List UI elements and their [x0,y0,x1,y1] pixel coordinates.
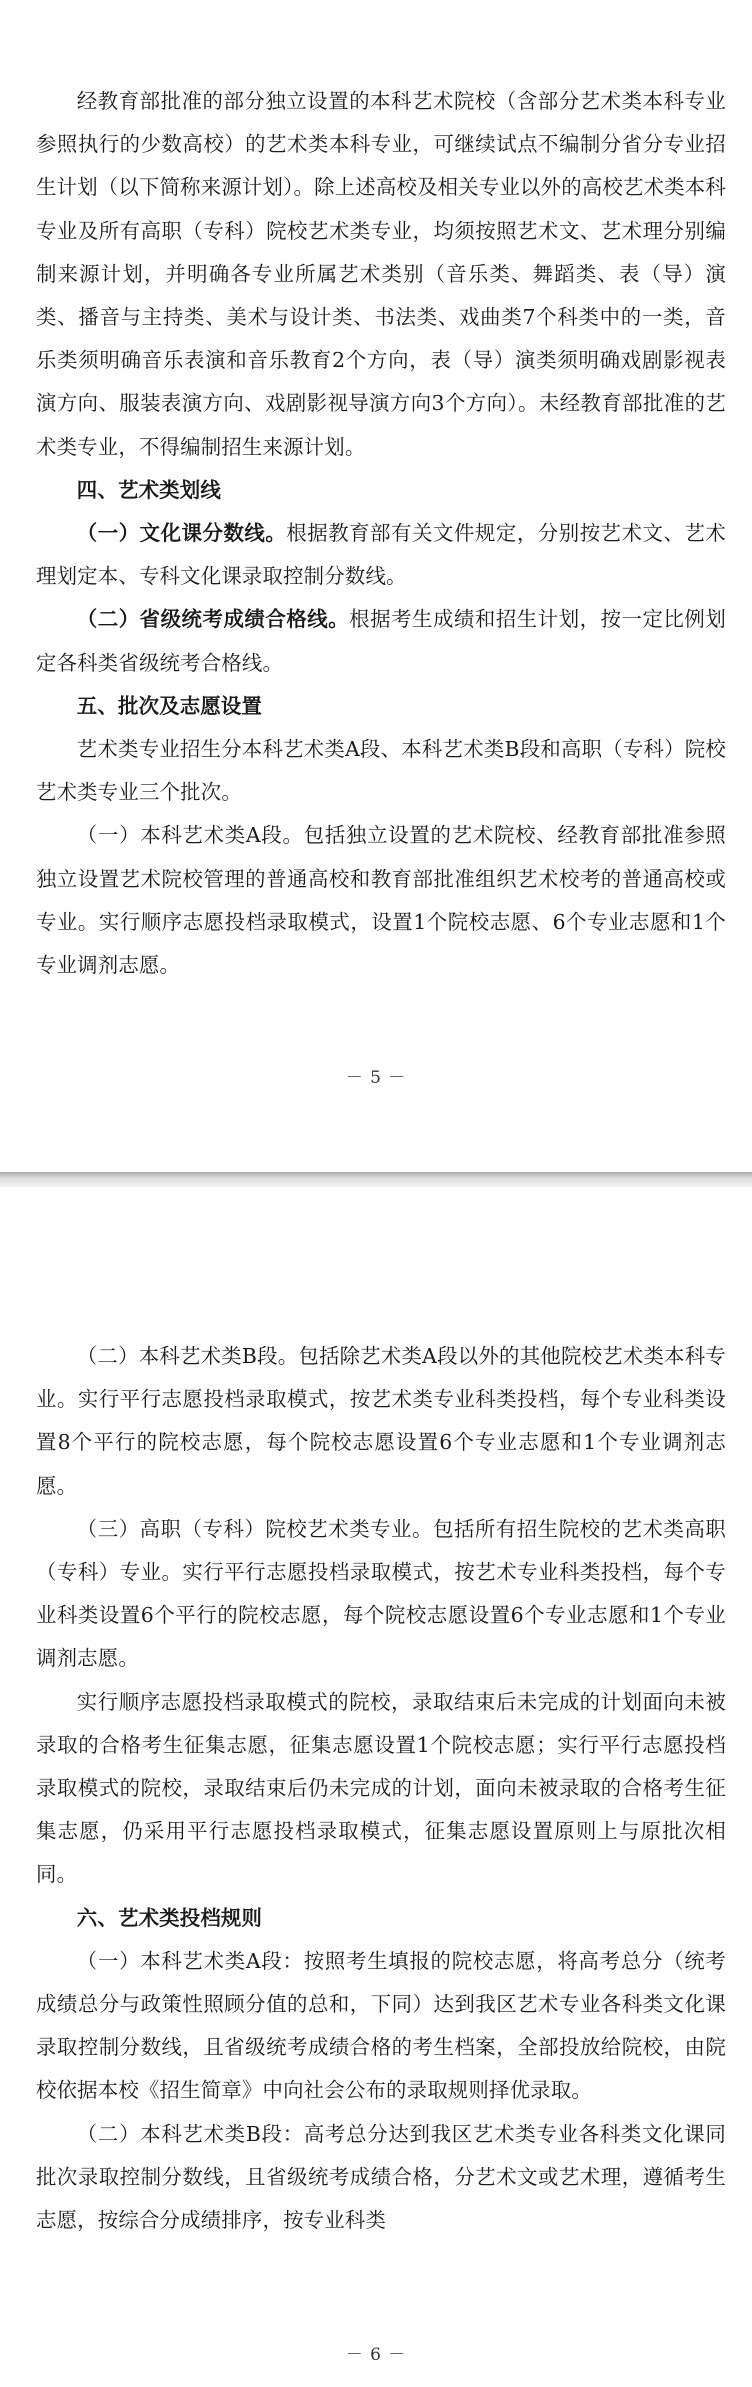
document-page-5 [0,0,752,1172]
page-6-body [36,1335,726,2242]
section-heading-admission-rules: 六、艺术类投档规则 [76,1905,263,1930]
paragraph-source-plan: 经教育部批准的部分独立设置的本科艺术院校（含部分艺术类本科专业参照执行的少数高校）的艺术类本科专业，可继续试点不编制分省分专业招生计划（以下简称来源计划）。除上述高校及相关专业以外的高校艺术类本科专业及所有高职（专科）院校艺术类专业，均须按照艺术文、艺术理分别编制来源计划，并明确各专业所属艺术类别（音乐类、舞蹈类、表（导）演类、播音与主持类、美术与设计类、书法类、戏曲类7个科类中的一类，音乐类须明确音乐表演和音乐教育2个方向，表（导）演类须明确戏剧影视表演方向、服装表演方向、戏剧影视导演方向3个方向）。未经教育部批准的艺术类专业，不得编制招生来源计划。 [36,89,726,459]
paragraph-provincial-exam-line [36,598,726,684]
paragraph-body-culture-score-line: 根据教育部有关文件规定，分别按艺术文、艺术理划定本、专科文化课录取控制分数线。 [36,521,727,589]
paragraph-undergrad-a: （一）本科艺术类A段。包括独立设置的艺术院校、经教育部批准参照独立设置艺术院校管理的普通高校和教育部批准组织艺术校考的普通高校或专业。实行顺序志愿投档录取模式，设置1个院校志愿、6个专业志愿和1个专业调剂志愿。 [36,823,726,978]
paragraph-lead-provincial-exam-line: （二）省级统考成绩合格线。 [76,607,350,632]
page-separator [0,1172,752,1187]
paragraph-solicit-choices: 实行顺序志愿投档录取模式的院校，录取结束后未完成的计划面向未被录取的合格考生征集志愿，征集志愿设置1个院校志愿；实行平行志愿投档录取模式的院校，录取结束后仍未完成的计划，面向未被录取的合格考生征集志愿，仍采用平行志愿投档录取模式，征集志愿设置原则上与原批次相同。 [36,1689,726,1887]
paragraph-vocational: （三）高职（专科）院校艺术类专业。包括所有招生院校的艺术类高职（专科）专业。实行平行志愿投档录取模式，按艺术专业科类投档，每个专业科类设置6个平行的院校志愿，每个院校志愿设置6个专业志愿和1个专业调剂志愿。 [36,1516,726,1671]
paragraph-body-provincial-exam-line: 根据考生成绩和招生计划，按一定比例划定各科类省级统考合格线。 [36,607,726,675]
paragraph-lead-culture-score-line: （一）文化课分数线。 [76,521,287,546]
paragraph-culture-score-line [36,512,726,598]
page-number-6: － 6 － [345,2345,407,2365]
paragraph-three-batches: 艺术类专业招生分本科艺术类A段、本科艺术类B段和高职（专科）院校艺术类专业三个批次。 [36,737,726,805]
paragraph-undergrad-b: （二）本科艺术类B段。包括除艺术类A段以外的其他院校艺术类本科专业。实行平行志愿投档录取模式，按艺术类专业科类投档，每个专业科类设置8个平行的院校志愿，每个院校志愿设置6个专业志愿和1个专业调剂志愿。 [36,1344,726,1498]
paragraph-rule-a: （一）本科艺术类A段：按照考生填报的院校志愿，将高考总分（统考成绩总分与政策性照顾分值的总和，下同）达到我区艺术专业各科类文化课录取控制分数线，且省级统考成绩合格的考生档案，全部投放给院校，由院校依据本校《招生简章》中向社会公布的录取规则择优录取。 [36,1948,726,2103]
paragraph-rule-b: （二）本科艺术类B段：高考总分达到我区艺术类专业各科类文化课同批次录取控制分数线，且省级统考成绩合格，分艺术文或艺术理，遵循考生志愿，按综合分成绩排序，按专业科类 [36,2121,726,2233]
section-heading-batches-and-choices: 五、批次及志愿设置 [76,693,263,718]
page-5-body [36,80,726,987]
page-number-5: － 5 － [345,1068,407,1088]
section-heading-art-score-lines: 四、艺术类划线 [76,477,221,502]
document-page-6 [0,1187,752,2387]
